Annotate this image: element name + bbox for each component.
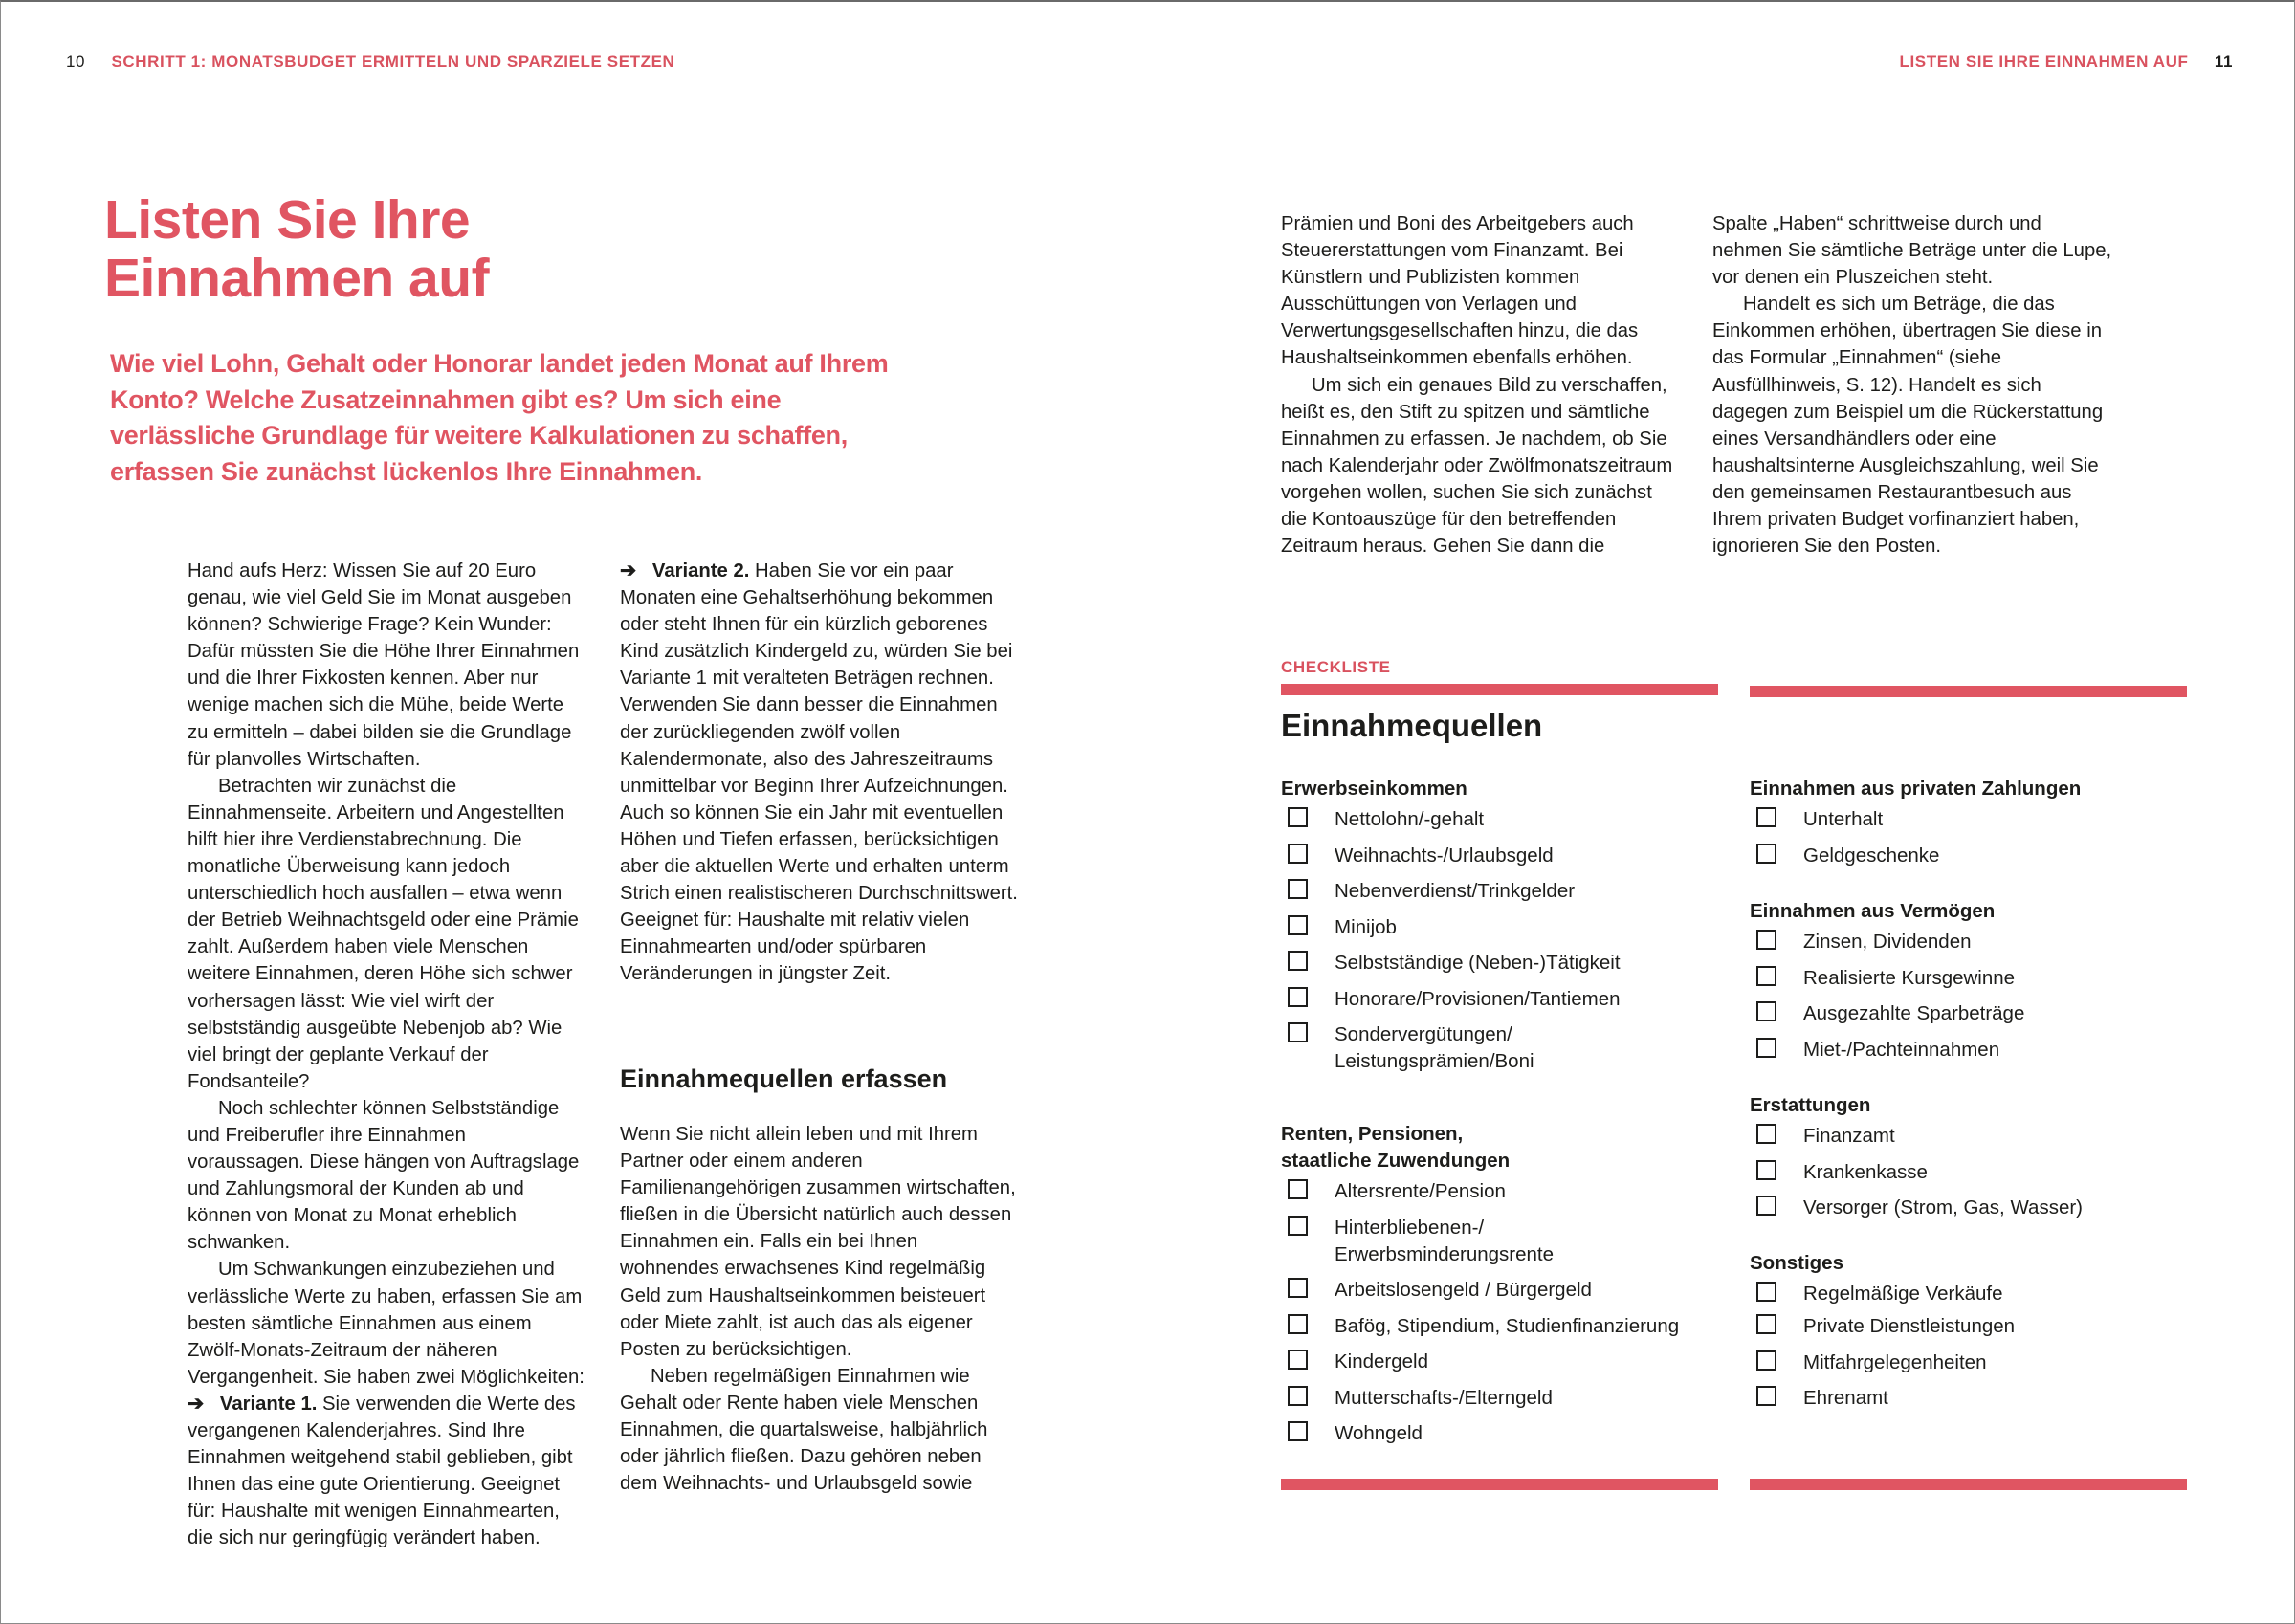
checklist-item[interactable]: Kindergeld — [1281, 1349, 1711, 1375]
variant-2-paragraph — [620, 558, 1022, 988]
checklist-group-renten — [1281, 1121, 1711, 1457]
checkbox[interactable] — [1288, 915, 1308, 935]
page-title — [104, 191, 489, 308]
checklist-item[interactable]: Hinterbliebenen-/ Erwerbsminderungsrente — [1281, 1215, 1711, 1268]
body-column-4 — [1712, 210, 2114, 560]
checklist-item[interactable]: Realisierte Kursgewinne — [1750, 965, 2180, 992]
checklist-item[interactable]: Sondervergütungen/ Leistungsprämien/Boni — [1281, 1021, 1711, 1075]
running-head-left: SCHRITT 1: MONATSBUDGET ERMITTELN UND SPARZIELE SETZEN — [111, 53, 675, 71]
group-heading: Einnahmen aus privaten Zahlungen — [1750, 778, 2082, 800]
checklist-group-private-zahlungen — [1750, 776, 2180, 878]
checklist-item[interactable]: Mitfahrgelegenheiten — [1750, 1350, 2180, 1376]
variant-2-label: Variante 2. — [651, 560, 750, 582]
checklist-item[interactable]: Ausgezahlte Sparbeträge — [1750, 1000, 2180, 1027]
body-column-2 — [620, 558, 1022, 988]
checklist-group-sonstiges — [1750, 1250, 2180, 1421]
checklist-item[interactable]: Miet-/Pachteinnahmen — [1750, 1037, 2180, 1064]
checkbox[interactable] — [1288, 1314, 1308, 1334]
checklist-item[interactable]: Arbeitslosengeld / Bürgergeld — [1281, 1277, 1711, 1304]
variant-2-text: Haben Sie vor ein paar Monaten eine Gehaltserhöhung bekommen oder steht Ihnen für ein kürzlich geborenes Kind zusätzlich Kindergeld zu, würden Sie bei Variante 1 mit veralteten Beträgen rechnen. Verwenden Sie dann besser die Einnahmen der zurückliegenden zwölf vollen Kalendermonate, also des Jahreszeitraums unmittelbar vor Beginn Ihrer Aufzeichnungen. Auch so können Sie ein Jahr mit eventuellen Höhen und Tiefen erfassen, berücksichtigen aber die aktuellen Werte und erhalten unterm Strich einen realistischeren Durchschnittswert. Geeignet für: Haushalte mit relativ vielen Einnahmearten und/oder spürbaren Veränderungen in jüngster Zeit. — [620, 560, 1018, 985]
checklist-item[interactable]: Wohngeld — [1281, 1420, 1711, 1447]
checkbox[interactable] — [1756, 966, 1776, 986]
running-header-right — [1899, 53, 2233, 72]
checkbox[interactable] — [1288, 1421, 1308, 1441]
paragraph: Um sich ein genaues Bild zu verschaffen, heißt es, den Stift zu spitzen und sämtliche Einnahmen zu erfassen. Je nachdem, ob Sie nach Kalenderjahr oder Zwölfmonatszeitraum vorgehen wollen, suchen Sie sich zunächst die Kontoauszüge für den betreffenden Zeitraum heraus. Gehen Sie dann die — [1281, 374, 1673, 558]
checklist-item[interactable]: Weihnachts-/Urlaubsgeld — [1281, 843, 1711, 869]
checkbox[interactable] — [1756, 1038, 1776, 1058]
checkbox[interactable] — [1288, 844, 1308, 864]
checkbox[interactable] — [1756, 930, 1776, 950]
group-heading: Sonstiges — [1750, 1252, 1843, 1274]
body-column-3 — [1281, 210, 1683, 560]
checkbox[interactable] — [1288, 987, 1308, 1007]
paragraph: Hand aufs Herz: Wissen Sie auf 20 Euro genau, wie viel Geld Sie im Monat ausgeben können? Schwierige Frage? Kein Wunder: Dafür müssten Sie die Höhe Ihrer Einnahmen und die Ihrer Fixkosten kennen. Aber nur wenige machen sich die Mühe, beide Werte zu ermitteln – dabei bilden sie die Grundlage für planvolles Wirtschaften. — [188, 560, 580, 770]
paragraph: Neben regelmäßigen Einnahmen wie Gehalt oder Rente haben viele Menschen Einnahmen, die quartalsweise, halbjährlich oder jährlich fließen. Dazu gehören neben dem Weihnachts- und Urlaubsgeld sowie — [620, 1365, 988, 1495]
checklist-item[interactable]: Regelmäßige Verkäufe — [1750, 1281, 2180, 1307]
checklist-item[interactable]: Honorare/Provisionen/Tantiemen — [1281, 986, 1711, 1013]
checklist-group-erwerbseinkommen — [1281, 776, 1711, 1085]
checklist-group-vermoegen — [1750, 898, 2180, 1072]
checklist-bottom-rule-right — [1750, 1479, 2187, 1490]
paragraph: Um Schwankungen einzubeziehen und verlässliche Werte zu haben, erfassen Sie am besten sämtliche Einnahmen aus einem Zwölf-Monats-Zeitraum der näheren Vergangenheit. Sie haben zwei Möglichkeiten: — [188, 1259, 585, 1388]
paragraph: Spalte „Haben“ schrittweise durch und nehmen Sie sämtliche Beträge unter die Lupe, vor denen ein Pluszeichen steht. — [1712, 213, 2112, 289]
group-heading: Renten, Pensionen, staatliche Zuwendungen — [1281, 1123, 1511, 1172]
checkbox[interactable] — [1756, 1314, 1776, 1334]
checkbox[interactable] — [1756, 1350, 1776, 1371]
checkbox[interactable] — [1288, 1022, 1308, 1042]
variant-1-label: Variante 1. — [219, 1393, 318, 1415]
checklist-bottom-rule-left — [1281, 1479, 1718, 1490]
title-line-2: Einnahmen auf — [104, 248, 490, 309]
checklist-item[interactable]: Nettolohn/-gehalt — [1281, 806, 1711, 833]
checklist-top-rule-right — [1750, 686, 2187, 697]
checkbox[interactable] — [1756, 1124, 1776, 1144]
checkbox[interactable] — [1756, 807, 1776, 827]
variant-1-text: Sie verwenden die Werte des vergangenen Kalenderjahres. Sind Ihre Einnahmen weitgehend stabil geblieben, gibt Ihnen das eine gute Orientierung. Geeignet für: Haushalte mit wenigen Einnahmearten, die sich nur geringfügig verändert haben. — [188, 1393, 576, 1549]
checklist-top-rule-left — [1281, 684, 1718, 695]
page-number-left: 10 — [66, 53, 86, 71]
checklist-item[interactable]: Zinsen, Dividenden — [1750, 929, 2180, 955]
checklist-item[interactable]: Geldgeschenke — [1750, 843, 2180, 869]
checkbox[interactable] — [1288, 879, 1308, 899]
checklist-item[interactable]: Private Dienstleistungen — [1750, 1313, 2180, 1340]
paragraph: Prämien und Boni des Arbeitgebers auch Steuererstattungen vom Finanzamt. Bei Künstlern und Publizisten kommen Ausschüttungen von Verlagen und Verwertungsgesellschaften hinzu, die das Haushaltseinkommen ebenfalls erhöhen. — [1281, 213, 1639, 369]
variant-1-paragraph — [188, 1391, 585, 1552]
checkbox[interactable] — [1756, 1196, 1776, 1216]
checklist-item[interactable]: Finanzamt — [1750, 1123, 2180, 1150]
checklist-item[interactable]: Altersrente/Pension — [1281, 1178, 1711, 1205]
paragraph: Wenn Sie nicht allein leben und mit Ihrem Partner oder einem anderen Familienangehörigen zusammen wirtschaften, fließen in die Übersicht natürlich auch dessen Einnahmen ein. Falls ein bei Ihnen wohnendes erwachsenes Kind regelmäßig Geld zum Haushaltseinkommen beisteuert oder Miete zahlt, ist auch das als eigener Posten zu berücksichtigen. — [620, 1124, 1016, 1360]
group-heading: Erwerbseinkommen — [1281, 778, 1467, 800]
title-line-1: Listen Sie Ihre — [104, 189, 471, 251]
checklist-item[interactable]: Nebenverdienst/Trinkgelder — [1281, 878, 1711, 905]
checkbox[interactable] — [1288, 1179, 1308, 1199]
paragraph: Handelt es sich um Beträge, die das Einkommen erhöhen, übertragen Sie diese in das Formular „Einnahmen“ (siehe Ausfüllhinweis, S. 12). Handelt es sich dagegen zum Beispiel um die Rückerstattung eines Versandhändlers oder eine haushaltsinterne Ausgleichszahlung, weil Sie den gemeinsamen Restaurantbesuch aus Ihrem privaten Budget vorfinanziert haben, ignorieren Sie den Posten. — [1712, 294, 2104, 558]
checkbox[interactable] — [1288, 1386, 1308, 1406]
checklist-item[interactable]: Versorger (Strom, Gas, Wasser) — [1750, 1195, 2180, 1221]
checkbox[interactable] — [1756, 844, 1776, 864]
checkbox[interactable] — [1288, 1350, 1308, 1370]
checklist-item[interactable]: Krankenkasse — [1750, 1159, 2180, 1186]
checklist-item[interactable]: Unterhalt — [1750, 806, 2180, 833]
checklist-item[interactable]: Ehrenamt — [1750, 1385, 2180, 1412]
checkbox[interactable] — [1288, 1216, 1308, 1236]
body-column-2-lower — [620, 1121, 1022, 1497]
checkbox[interactable] — [1288, 1278, 1308, 1298]
checklist-group-erstattungen — [1750, 1092, 2180, 1231]
section-heading: Einnahmequellen erfassen — [620, 1064, 948, 1093]
paragraph: Noch schlechter können Selbstständige und Freiberufler ihre Einnahmen voraussagen. Diese hängen von Auftragslage und Zahlungsmoral der Kunden ab und können von Monat zu Monat erheblich schwanken. — [188, 1097, 580, 1254]
checkbox[interactable] — [1756, 1001, 1776, 1021]
checkbox[interactable] — [1756, 1386, 1776, 1406]
checkbox[interactable] — [1288, 951, 1308, 971]
running-head-right: LISTEN SIE IHRE EINNAHMEN AUF — [1899, 53, 2189, 71]
checkbox[interactable] — [1756, 1282, 1776, 1302]
checklist-title: Einnahmequellen — [1281, 708, 1543, 743]
arrow-right-icon: ➔ — [188, 1393, 204, 1415]
checklist-kicker: CHECKLISTE — [1281, 658, 1391, 676]
checklist-item[interactable]: Minijob — [1281, 914, 1711, 941]
body-column-1 — [188, 558, 585, 1551]
lead-paragraph: Wie viel Lohn, Gehalt oder Honorar landet jeden Monat auf Ihrem Konto? Welche Zusatzeinnahmen gibt es? Um sich eine verlässliche Grundlage für weitere Kalkulationen zu schaffen, erfassen Sie zunächst lückenlos Ihre Einnahmen. — [110, 349, 889, 486]
checklist-item[interactable]: Mutterschafts-/Elterngeld — [1281, 1385, 1711, 1412]
arrow-right-icon: ➔ — [620, 560, 636, 582]
group-heading: Erstattungen — [1750, 1094, 1871, 1116]
checklist-item[interactable]: Selbstständige (Neben-)Tätigkeit — [1281, 950, 1711, 977]
checkbox[interactable] — [1288, 807, 1308, 827]
checkbox[interactable] — [1756, 1160, 1776, 1180]
running-header-left — [66, 53, 674, 72]
paragraph: Betrachten wir zunächst die Einnahmenseite. Arbeitern und Angestellten hilft hier ihre Verdienstabrechnung. Die monatliche Überweisung kann jedoch unterschiedlich hoch ausfallen – etwa wenn der Betrieb Weihnachtsgeld oder eine Prämie zahlt. Außerdem haben viele Menschen weitere Einnahmen, deren Höhe sich schwer vorhersagen lässt: Wie viel wirft der selbstständig ausgeübte Nebenjob ab? Wie viel bringt der geplante Verkauf der Fondsanteile? — [188, 775, 579, 1092]
page-number-right: 11 — [2214, 53, 2233, 71]
group-heading: Einnahmen aus Vermögen — [1750, 900, 1996, 922]
checklist-item[interactable]: Bafög, Stipendium, Studienfinanzierung — [1281, 1313, 1711, 1340]
